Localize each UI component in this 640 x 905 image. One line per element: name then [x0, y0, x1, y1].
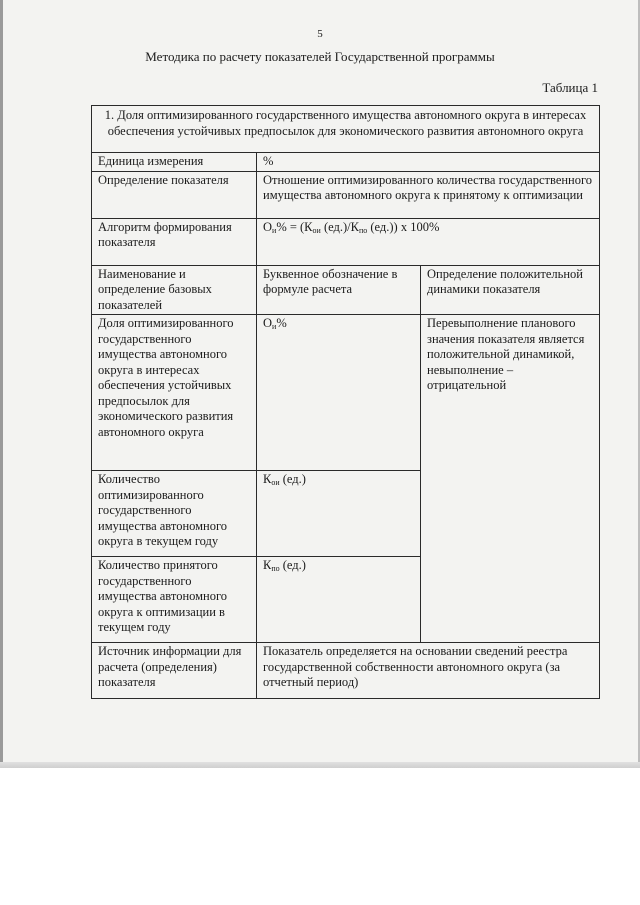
formula-k2-sub: по — [358, 225, 368, 235]
symbol-sub: и — [272, 322, 277, 331]
symbol-main: О — [263, 316, 273, 330]
formula-k1-sub: ои — [312, 225, 321, 235]
definition-value: Отношение оптимизированного количества государственного имущества автономного округа к принятому к оптимизации — [257, 171, 600, 218]
table-row — [92, 315, 600, 471]
base-indicator-symbol — [257, 557, 421, 643]
symbol-main: К — [263, 472, 272, 486]
formula-mid: (ед.)/К — [320, 219, 359, 234]
symbol-tail: % — [276, 316, 287, 330]
header-symbol: Буквенное обозначение в формуле расчета — [257, 265, 421, 315]
page-number: 5 — [317, 28, 323, 40]
scan-edge-left — [0, 0, 3, 768]
base-indicator-symbol — [257, 315, 421, 471]
header-dynamics: Определение положительной динамики показателя — [421, 265, 600, 315]
formula-o-sub: и — [272, 225, 277, 235]
unit-row — [92, 153, 600, 172]
symbol-sub: по — [271, 564, 280, 573]
definition-label: Определение показателя — [92, 171, 257, 218]
base-indicator-symbol — [257, 471, 421, 557]
table-title-row — [92, 106, 600, 153]
indicator-title: 1. Доля оптимизированного государственного имущества автономного округа в интересах обеспечения устойчивых предпосылок для экономического развития автономного округа — [92, 106, 600, 153]
scan-edge-bottom — [0, 762, 640, 768]
source-value: Показатель определяется на основании сведений реестра государственной собственности автономного округа (за отчетный период) — [257, 643, 600, 699]
indicator-table — [91, 105, 600, 699]
symbol-main: К — [263, 558, 272, 572]
document-title: Методика по расчету показателей Государственной программы — [145, 49, 495, 64]
header-name: Наименование и определение базовых показателей — [92, 265, 257, 315]
positive-dynamics-definition: Перевыполнение планового значения показателя является положительной динамикой, невыполнение – отрицательной — [421, 315, 600, 643]
source-label: Источник информации для расчета (определения) показателя — [92, 643, 257, 699]
base-indicator-name: Количество принятого государственного имущества автономного округа к оптимизации в текущем году — [92, 557, 257, 643]
formula-o: О — [263, 219, 273, 234]
source-row — [92, 643, 600, 699]
unit-value: % — [257, 153, 600, 172]
table-caption: Таблица 1 — [542, 80, 598, 95]
algorithm-row — [92, 218, 600, 265]
base-indicator-name: Доля оптимизированного государственного имущества автономного округа в интересах обеспечения устойчивых предпосылок для экономического развития автономного округа — [92, 315, 257, 471]
symbol-tail: (ед.) — [279, 558, 306, 572]
definition-row — [92, 171, 600, 218]
formula-tail: (ед.)) х 100% — [367, 219, 440, 234]
base-indicator-name: Количество оптимизированного государственного имущества автономного округа в текущем году — [92, 471, 257, 557]
header-row — [92, 265, 600, 315]
symbol-sub: ои — [271, 478, 280, 487]
algorithm-formula — [257, 218, 600, 265]
unit-label: Единица измерения — [92, 153, 257, 172]
formula-eq: % = (К — [276, 219, 313, 234]
symbol-tail: (ед.) — [279, 472, 306, 486]
algorithm-label: Алгоритм формирования показателя — [92, 218, 257, 265]
